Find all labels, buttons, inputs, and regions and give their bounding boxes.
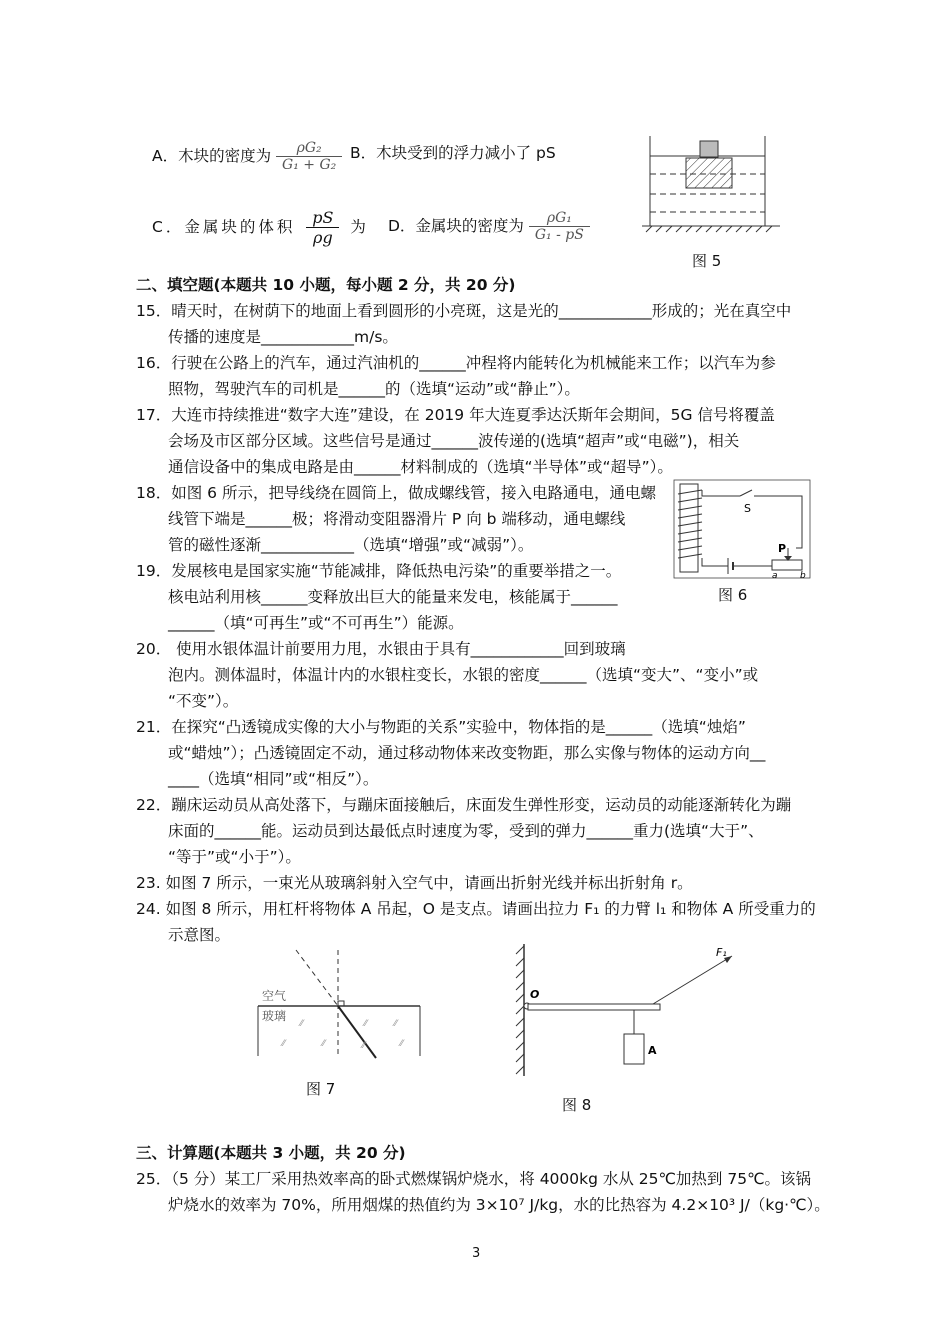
question-17-line-3: 通信设备中的集成电路是由______材料制成的（选填“半导体”或“超导”）。	[168, 458, 673, 476]
figure-8	[510, 940, 742, 1080]
question-16-line-2: 照物，驾驶汽车的司机是______的（选填“运动”或“静止”）。	[168, 380, 580, 398]
solenoid-tube	[680, 484, 698, 572]
option-d-numerator: ρG₁	[529, 210, 590, 227]
option-c-text: C．金属块的体积	[152, 218, 296, 236]
option-d	[388, 210, 590, 243]
figure-5	[640, 132, 790, 242]
end-a-label: a	[772, 571, 778, 580]
question-18-line-1: 18．如图 6 所示，把导线绕在圆筒上，做成螺线管，接入电路通电，通电螺	[136, 484, 656, 502]
option-a-denominator: G₁ + G₂	[282, 157, 337, 173]
option-a-text: A．木块的密度为	[152, 147, 272, 165]
glass-label: 玻璃	[262, 1009, 287, 1023]
question-19-line-1: 19．发展核电是国家实施“节能减排，降低热电污染”的重要举措之一。	[136, 562, 622, 580]
question-22-line-2: 床面的______能。运动员到达最低点时速度为零，受到的弹力______重力(选填“大于”、	[168, 822, 764, 840]
switch-label: S	[744, 502, 751, 515]
pivot-label: O	[530, 988, 540, 1001]
question-16-line-1: 16．行驶在公路上的汽车，通过汽油机的______冲程将内能转化为机械能来工作；以汽车为参	[136, 354, 776, 372]
question-15-line-2: 传播的速度是____________m/s。	[168, 328, 398, 346]
option-a-numerator: ρG₂	[276, 140, 342, 157]
metal-block	[700, 141, 718, 157]
question-20-line-2: 泡内。测体温时，体温计内的水银柱变长，水银的密度______（选填“变大”、“变小”或	[168, 666, 759, 684]
option-d-fraction	[529, 210, 590, 243]
question-20-line-3: “不变”）。	[168, 692, 239, 710]
rheostat	[772, 560, 802, 570]
question-19-line-3: ______（填“可再生”或“不可再生”）能源。	[168, 614, 464, 632]
option-d-text: D．金属块的密度为	[388, 217, 524, 235]
svg-text:⁄⁄: ⁄⁄	[394, 1019, 398, 1029]
air-label: 空气	[262, 989, 287, 1003]
question-18-line-2: 线管下端是______极；将滑动变阻器滑片 P 向 b 端移动，通电螺线	[168, 510, 626, 528]
section-2-title: 二、填空题(本题共 10 小题，每小题 2 分，共 20 分)	[136, 276, 516, 294]
question-22-line-1: 22．蹦床运动员从高处落下，与蹦床面接触后，床面发生弹性形变，运动员的动能逐渐转化为蹦	[136, 796, 792, 814]
question-19-line-2: 核电站利用核______变释放出巨大的能量来发电，核能属于______	[168, 588, 618, 606]
question-22-line-3: “等于”或“小于”）。	[168, 848, 301, 866]
svg-text:⁄⁄: ⁄⁄	[322, 1039, 326, 1049]
section-3-title: 三、计算题(本题共 3 小题，共 20 分)	[136, 1144, 406, 1162]
question-24-line-1: 24. 如图 8 所示，用杠杆将物体 A 吊起，O 是支点。请画出拉力 F₁ 的力臂 l₁ 和物体 A 所受重力的	[136, 900, 816, 918]
switch	[740, 490, 752, 496]
svg-text:⁄⁄: ⁄⁄	[400, 1039, 404, 1049]
svg-text:⁄⁄: ⁄⁄	[282, 1039, 286, 1049]
page-number: 3	[472, 1246, 481, 1261]
question-24-line-2: 示意图。	[168, 926, 231, 944]
figure-6-caption: 图 6	[718, 586, 748, 604]
slider-label: P	[778, 542, 787, 555]
question-15-line-1: 15．晴天时，在树荫下的地面上看到圆形的小亮斑，这是光的____________形成的；光在真空中	[136, 302, 792, 320]
question-18-line-3: 管的磁性逐渐____________（选填“增强”或“减弱”）。	[168, 536, 534, 554]
question-21-line-2: 或“蜡烛”）；凸透镜固定不动，通过移动物体来改变物距，那么实像与物体的运动方向__	[168, 744, 766, 762]
figure-5-caption: 图 5	[692, 252, 722, 270]
question-21-line-3: ____（选填“相同”或“相反”）。	[168, 770, 379, 788]
object-label: A	[648, 1044, 657, 1057]
figure-7	[252, 946, 432, 1068]
question-25-line-2: 炉烧水的效率为 70%，所用烟煤的热值约为 3×10⁷ J/kg，水的比热容为 4.2×10³ J/（kg·℃）。	[168, 1196, 830, 1214]
object-a	[624, 1034, 644, 1064]
option-c-fraction	[306, 208, 339, 247]
svg-text:⁄⁄: ⁄⁄	[364, 1019, 368, 1029]
question-20-line-1: 20． 使用水银体温计前要用力甩，水银由于具有____________回到玻璃	[136, 640, 626, 658]
option-c-numerator: pS	[306, 208, 339, 228]
question-17-line-2: 会场及市区部分区域。这些信号是通过______波传递的(选填“超声”或“电磁”)，相关	[168, 432, 740, 450]
option-c	[152, 208, 366, 247]
option-d-denominator: G₁ - pS	[534, 227, 584, 243]
figure-8-caption: 图 8	[562, 1096, 592, 1114]
question-25-line-1: 25．（5 分）某工厂采用热效率高的卧式燃煤锅炉烧水，将 4000kg 水从 25℃加热到 75℃。该锅	[136, 1170, 811, 1188]
question-17-line-1: 17．大连市持续推进“数字大连”建设，在 2019 年大连夏季达沃斯年会期间，5G 信号将覆盖	[136, 406, 775, 424]
svg-text:⁄⁄: ⁄⁄	[300, 1019, 304, 1029]
wood-block	[686, 158, 732, 188]
option-c-suffix: 为	[350, 218, 366, 236]
figure-7-caption: 图 7	[306, 1080, 336, 1098]
force-label: F₁	[716, 946, 727, 959]
lever	[528, 1004, 660, 1010]
option-b: B．木块受到的浮力减小了 pS	[350, 144, 556, 162]
question-21-line-1: 21．在探究“凸透镜成实像的大小与物距的关系”实验中，物体指的是______（选填“烛焰”	[136, 718, 746, 736]
end-b-label: b	[800, 571, 806, 580]
incident-ray	[338, 1006, 376, 1058]
figure-6	[668, 478, 816, 580]
option-a	[152, 140, 342, 173]
force-f1	[653, 956, 732, 1004]
option-a-fraction	[276, 140, 342, 173]
svg-text:⁄⁄: ⁄⁄	[362, 1041, 366, 1051]
question-23: 23. 如图 7 所示，一束光从玻璃斜射入空气中，请画出折射光线并标出折射角 r。	[136, 874, 693, 892]
option-c-denominator: ρg	[313, 228, 333, 247]
